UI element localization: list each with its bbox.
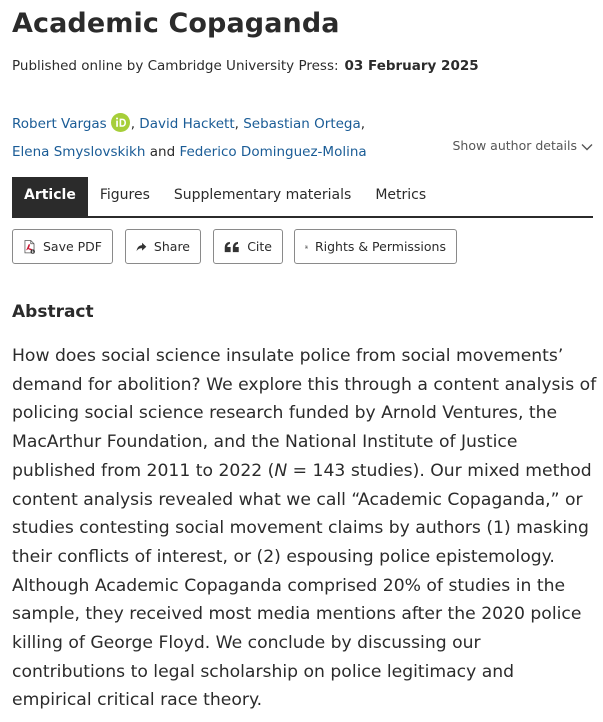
abstract-heading: Abstract: [12, 302, 94, 322]
show-author-details-button[interactable]: [452, 138, 593, 153]
abstract-n-symbol: N: [274, 460, 288, 481]
author-conjunction: and: [149, 144, 176, 160]
save-pdf-label: Save PDF: [42, 239, 102, 254]
abstract-text-part: How does social science insulate police from social movements’ demand for abolition? We explore this through a content analysis of policing social science research funded by Arnold Ventures, the MacArthur Foundation, and the National Institute of Justice published from 2011 to 2022 (: [12, 346, 597, 481]
author-separator: ,: [130, 116, 135, 132]
tab-supplementary-materials[interactable]: Supplementary materials: [173, 187, 352, 203]
chevron-down-icon: [581, 143, 593, 151]
published-label: Published online by Cambridge University Press:: [12, 58, 339, 74]
author-list: [12, 112, 452, 164]
cite-button[interactable]: [213, 229, 283, 264]
article-tabs: [12, 177, 593, 218]
tab-article[interactable]: Article: [12, 177, 88, 216]
save-pdf-button[interactable]: [12, 229, 113, 264]
abstract-text-part: = 143 studies). Our mixed method content analysis revealed what we call “Academic Copaganda,” or studies contesting social movement claims by authors (1) masking their conflicts of interest, or (2) espousing police epistemology. Although Academic Copaganda comprised 20% of studies in the sample, they received most media mentions after the 2020 police killing of George Floyd. We conclude by discussing our contributions to legal scholarship on police legitimacy and empirical critical race theory.: [12, 460, 592, 711]
abstract-text: [12, 342, 597, 715]
rights-permissions-button[interactable]: [294, 229, 457, 264]
share-label: Share: [153, 239, 190, 254]
rights-permissions-label: Rights & Permissions: [314, 239, 446, 254]
pdf-icon: [23, 236, 36, 258]
author-link-robert-vargas[interactable]: Robert Vargas: [12, 116, 107, 132]
tab-metrics[interactable]: Metrics: [375, 187, 427, 203]
orcid-icon[interactable]: [111, 113, 130, 140]
rights-document-icon: [305, 236, 308, 258]
tab-figures[interactable]: Figures: [99, 187, 150, 203]
author-link-david-hackett[interactable]: David Hackett: [139, 116, 235, 132]
author-separator: ,: [234, 116, 239, 132]
author-link-federico-dominguez-molina[interactable]: Federico Dominguez-Molina: [179, 144, 367, 160]
quote-icon: [224, 239, 240, 255]
show-author-details-label: Show author details: [452, 138, 577, 153]
article-title: Academic Copaganda: [12, 8, 340, 39]
author-link-elena-smyslovskikh[interactable]: Elena Smyslovskikh: [12, 144, 146, 160]
author-link-sebastian-ortega[interactable]: Sebastian Ortega: [243, 116, 361, 132]
share-icon: [136, 239, 147, 255]
publication-info: [12, 58, 479, 74]
published-date: 03 February 2025: [344, 58, 479, 74]
cite-label: Cite: [247, 239, 272, 254]
share-button[interactable]: [125, 229, 201, 264]
author-separator: ,: [360, 116, 366, 132]
